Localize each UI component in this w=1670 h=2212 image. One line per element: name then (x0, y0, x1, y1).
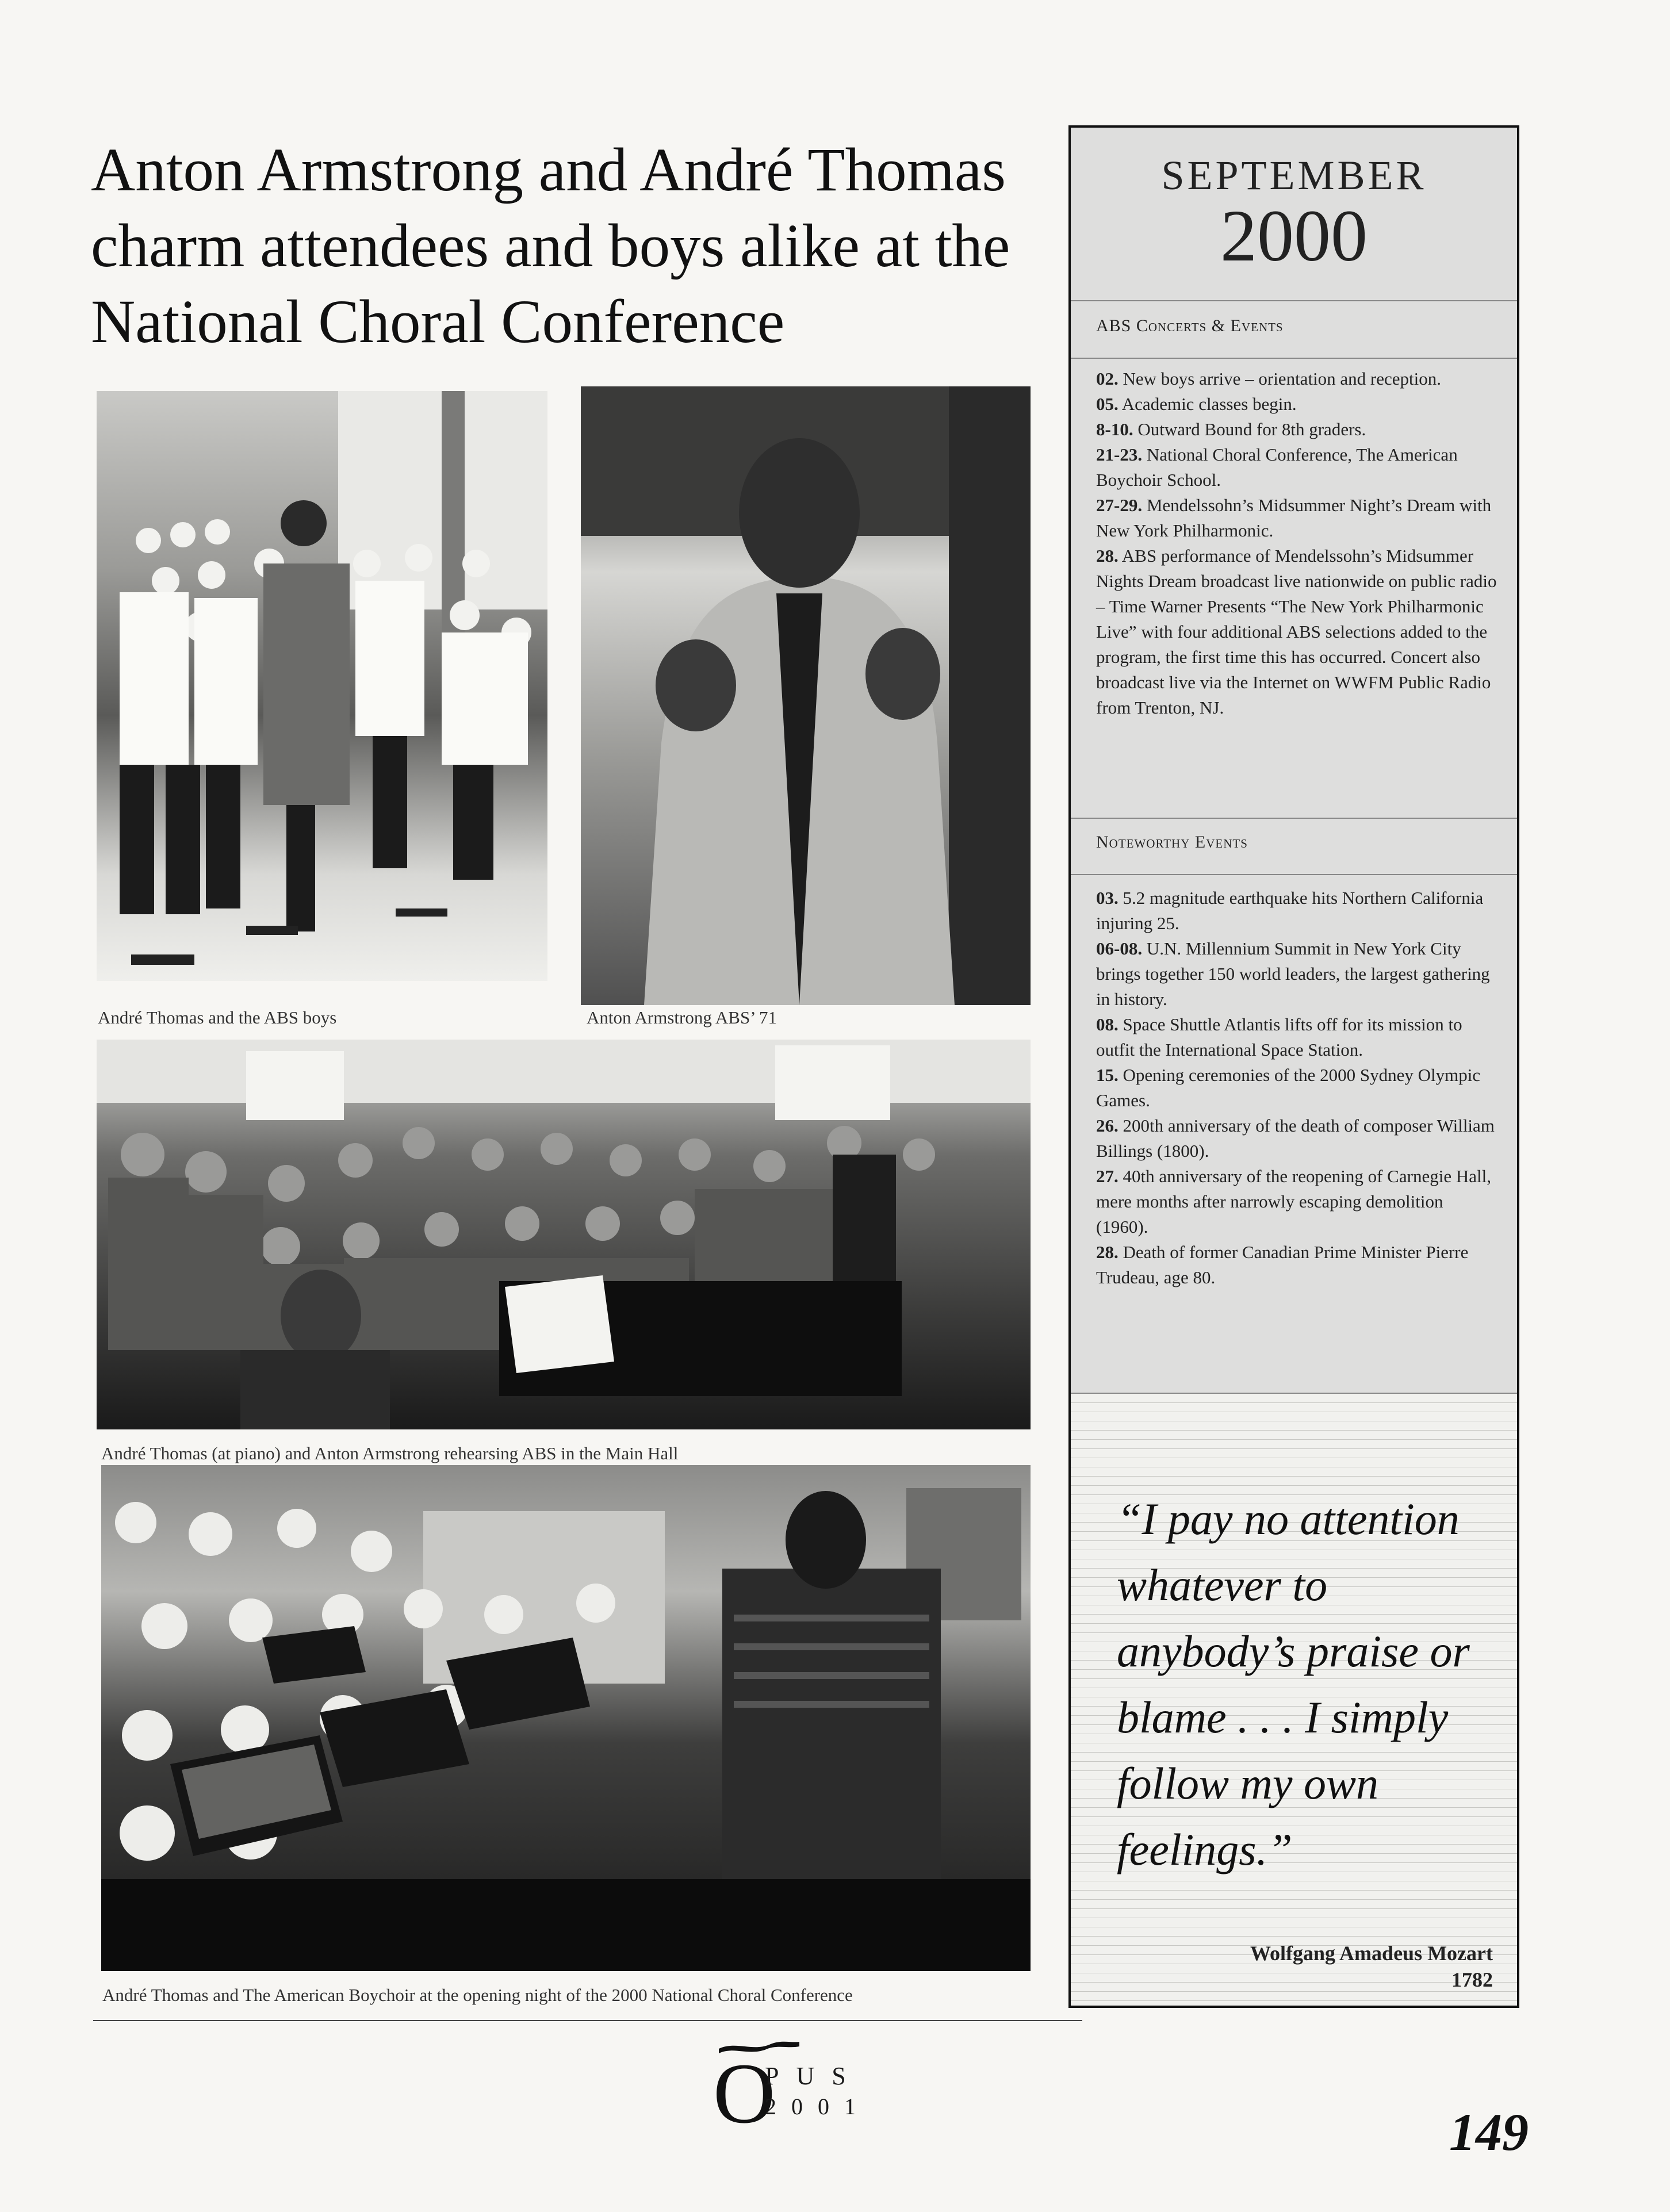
event-text: National Choral Conference, The American Boychoir School. (1096, 444, 1458, 490)
headline (91, 132, 1068, 360)
event-text: 5.2 magnitude earthquake hits Northern California injuring 25. (1096, 888, 1484, 933)
event-text: Academic classes begin. (1118, 394, 1297, 414)
list-item (1096, 1240, 1499, 1290)
abs-events-list (1096, 366, 1499, 720)
event-date: 15. (1096, 1065, 1119, 1085)
headline-line: National Choral Conference (91, 288, 785, 356)
sidebar-month: SEPTEMBER (1161, 152, 1427, 198)
event-date: 05. (1096, 394, 1119, 414)
quote-attribution (1250, 1940, 1493, 1993)
list-item (1096, 1063, 1499, 1113)
photo-andre-thomas-boys (97, 391, 547, 981)
photo-opening-night (101, 1465, 1031, 1971)
event-text: New boys arrive – orientation and reception. (1118, 369, 1442, 389)
event-date: 26. (1096, 1115, 1119, 1136)
opus-o: O (713, 2046, 776, 2141)
event-date: 02. (1096, 369, 1119, 389)
photo-caption: Anton Armstrong ABS’ 71 (587, 1007, 777, 1028)
noteworthy-events-list (1096, 885, 1499, 1290)
opus-word: PUS (765, 2062, 863, 2090)
sidebar-divider (1071, 300, 1517, 301)
list-item (1096, 442, 1499, 493)
photo-caption: André Thomas and the ABS boys (98, 1007, 337, 1028)
abs-events-heading: ABS Concerts & Events (1096, 316, 1284, 335)
sidebar-divider (1071, 874, 1517, 875)
list-item (1096, 885, 1499, 936)
event-text: Mendelssohn’s Midsummer Night’s Dream with New York Philharmonic. (1096, 495, 1492, 540)
event-date: 28. (1096, 1242, 1119, 1262)
opus-year: 2001 (765, 2094, 871, 2119)
page-rule (93, 2020, 1082, 2021)
list-item (1096, 417, 1499, 442)
event-date: 28. (1096, 546, 1119, 566)
quote-box (1071, 1393, 1517, 2006)
event-text: 40th anniversary of the reopening of Carnegie Hall, mere months after narrowly escaping demolition (1960). (1096, 1166, 1491, 1237)
photo-anton-armstrong (581, 386, 1031, 1005)
event-text: ABS performance of Mendelssohn’s Midsummer Nights Dream broadcast live nationwide on public radio – Time Warner Presents “The New York Philharmonic Live” with four additional ABS selections added to the program, the first time this has occurred. Concert also broadcast live via the Internet on WWFM Public Radio from Trenton, NJ. (1096, 546, 1497, 718)
event-date: 27-29. (1096, 495, 1143, 515)
page-number: 149 (1449, 2103, 1529, 2161)
event-date: 06-08. (1096, 938, 1143, 959)
quote-year: 1782 (1451, 1968, 1493, 1991)
list-item (1096, 936, 1499, 1012)
list-item (1096, 493, 1499, 543)
list-item (1096, 1164, 1499, 1240)
list-item (1096, 1113, 1499, 1164)
event-text: U.N. Millennium Summit in New York City brings together 150 world leaders, the largest gathering in history. (1096, 938, 1490, 1009)
noteworthy-heading: Noteworthy Events (1096, 833, 1248, 852)
event-date: 8-10. (1096, 419, 1133, 439)
event-text: 200th anniversary of the death of composer William Billings (1800). (1096, 1115, 1495, 1161)
opus-logo (713, 2038, 886, 2142)
list-item (1096, 1012, 1499, 1063)
list-item (1096, 392, 1499, 417)
headline-line: Anton Armstrong and André Thomas (91, 136, 1006, 204)
photo-main-hall-rehearsal (97, 1040, 1031, 1429)
event-text: Death of former Canadian Prime Minister Pierre Trudeau, age 80. (1096, 1242, 1469, 1287)
event-date: 03. (1096, 888, 1119, 908)
list-item (1096, 366, 1499, 392)
calendar-sidebar (1068, 125, 1519, 2008)
photo-caption: André Thomas (at piano) and Anton Armstrong rehearsing ABS in the Main Hall (101, 1443, 679, 1463)
event-date: 21-23. (1096, 444, 1143, 465)
sidebar-divider (1071, 818, 1517, 819)
list-item (1096, 543, 1499, 720)
event-date: 27. (1096, 1166, 1119, 1186)
mozart-quote: “I pay no attention whatever to anybody’s praise or blame . . . I simply follow my own feelings.” (1117, 1494, 1470, 1874)
sidebar-divider (1071, 358, 1517, 359)
quote-author: Wolfgang Amadeus Mozart (1250, 1942, 1493, 1965)
event-text: Outward Bound for 8th graders. (1133, 419, 1366, 439)
photo-caption: André Thomas and The American Boychoir at the opening night of the 2000 National Choral Conference (102, 1985, 853, 2005)
event-date: 08. (1096, 1014, 1119, 1034)
sidebar-year: 2000 (1220, 195, 1368, 277)
event-text: Opening ceremonies of the 2000 Sydney Olympic Games. (1096, 1065, 1481, 1110)
event-text: Space Shuttle Atlantis lifts off for its mission to outfit the International Space Station. (1096, 1014, 1462, 1060)
headline-line: charm attendees and boys alike at the (91, 212, 1010, 280)
